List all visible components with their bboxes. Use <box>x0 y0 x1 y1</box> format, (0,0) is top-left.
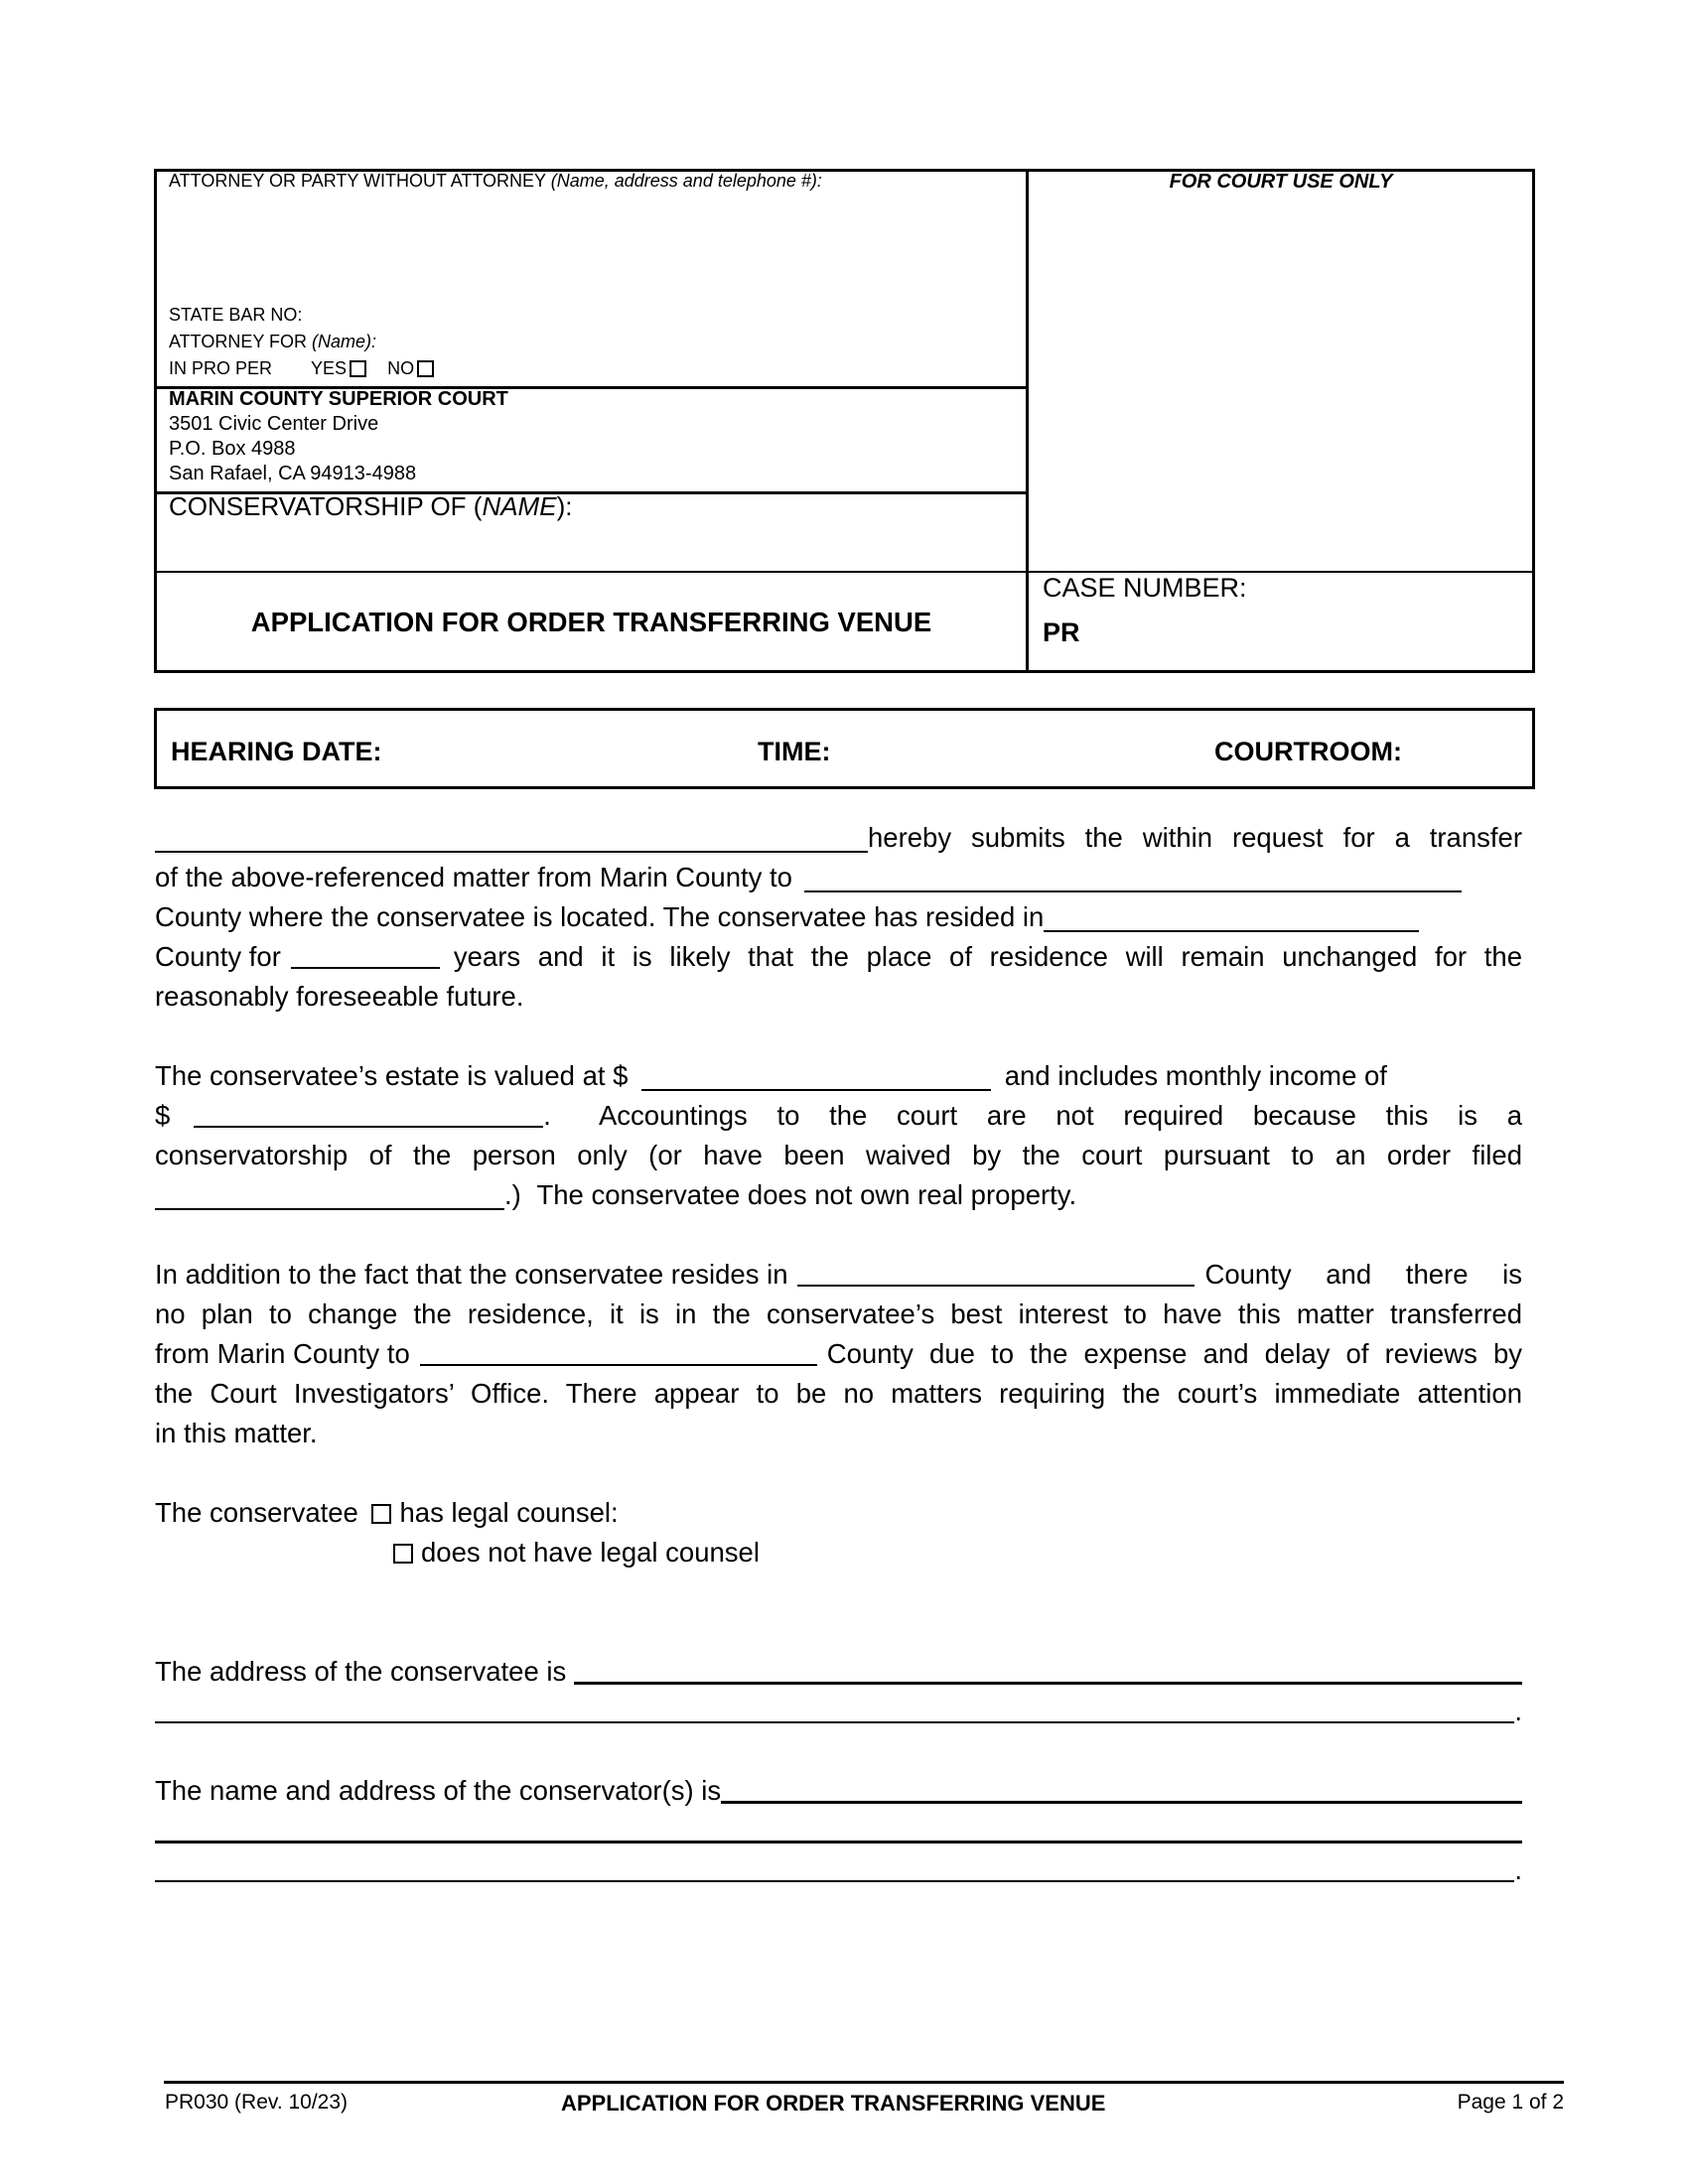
para1-text: of the above-referenced matter from Marin County to <box>155 862 792 892</box>
resides-county-field[interactable] <box>797 1255 1195 1287</box>
conservatee-name-field[interactable] <box>167 524 1021 568</box>
court-address-line: P.O. Box 4988 <box>169 438 296 460</box>
residence-county-field[interactable] <box>1044 900 1419 932</box>
caption-column-divider <box>1026 169 1029 673</box>
court-use-only-label: FOR COURT USE ONLY <box>1169 171 1393 193</box>
conservatee-address-field[interactable] <box>574 1652 1522 1685</box>
transfer-county-field[interactable] <box>804 861 1462 892</box>
court-name: MARIN COUNTY SUPERIOR COURT <box>169 388 508 410</box>
conservator-address-line1 <box>155 1771 1522 1811</box>
para1-text: County where the conservatee is located. The conservatee has resided in <box>155 901 1045 932</box>
form-id: PR030 (Rev. 10/23) <box>165 2091 349 2114</box>
in-pro-per-label: IN PRO PER <box>169 358 273 378</box>
counsel-line1 <box>155 1493 1522 1533</box>
para1-line4 <box>155 937 1522 977</box>
order-filed-date-field[interactable] <box>155 1178 504 1210</box>
conservatee-address-field-2[interactable] <box>155 1692 1514 1723</box>
counsel-line2 <box>393 1533 1188 1572</box>
conservatee-address-line2 <box>155 1692 1522 1731</box>
hearing-courtroom-label: COURTROOM: <box>1214 737 1402 766</box>
has-counsel-label: has legal counsel: <box>399 1497 619 1528</box>
para3-text: County due to the expense and delay of reviews by <box>826 1338 1522 1369</box>
court-address-line: San Rafael, CA 94913-4988 <box>169 463 417 484</box>
in-pro-per-row <box>169 355 434 382</box>
conservatorship-label <box>169 490 572 522</box>
para3-line2: no plan to change the residence, it is in the conservatee’s best interest to have this matter transferred <box>155 1298 1522 1329</box>
attorney-label-hint: (Name, address and telephone #): <box>550 171 822 191</box>
state-bar-label: STATE BAR NO: <box>169 305 303 325</box>
para2-line2 <box>155 1096 1522 1136</box>
para2-text: The conservatee’s estate is valued at $ <box>155 1060 629 1091</box>
transferee-county-field[interactable] <box>420 1334 817 1366</box>
counsel-lead: The conservatee <box>155 1497 358 1528</box>
attorney-info-field[interactable] <box>167 197 1021 296</box>
attorney-for-label <box>169 329 376 355</box>
para2-text: $ <box>155 1100 171 1131</box>
attorney-label-text: ATTORNEY OR PARTY WITHOUT ATTORNEY <box>169 171 546 191</box>
hearing-box <box>154 708 1535 789</box>
attorney-for-hint: (Name): <box>312 332 377 351</box>
no-label: NO <box>387 358 415 378</box>
para2-text: Accountings to the court are not required because this is a <box>598 1100 1522 1131</box>
has-counsel-checkbox[interactable] <box>371 1504 391 1524</box>
period: . <box>1514 1696 1522 1726</box>
para1-line2 <box>155 858 1522 897</box>
para1-line5: reasonably foreseeable future. <box>155 981 524 1012</box>
case-number-label: CASE NUMBER: <box>1043 573 1247 603</box>
para1-text: County for <box>155 941 281 972</box>
para3-text: In addition to the fact that the conservatee resides in <box>155 1259 788 1290</box>
hearing-date-label: HEARING DATE: <box>171 737 382 766</box>
para3-line4: the Court Investigators’ Office. There appear to be no matters requiring the court’s immediate attention <box>155 1378 1522 1409</box>
para2-text: . <box>543 1100 551 1131</box>
court-address-line: 3501 Civic Center Drive <box>169 413 379 435</box>
para1-line3 <box>155 897 1522 937</box>
para2-line1 <box>155 1056 1522 1096</box>
para1-text: hereby submits the within request for a transfer <box>868 822 1522 853</box>
para3-text: County and there is <box>1204 1259 1522 1290</box>
no-counsel-label: does not have legal counsel <box>421 1537 760 1568</box>
para2-text: and includes monthly income of <box>1004 1060 1387 1091</box>
conservator-address-field-2[interactable] <box>155 1811 1522 1843</box>
conservator-address-line3 <box>155 1850 1522 1890</box>
conservatorship-label-hint: NAME <box>482 491 557 521</box>
case-number-field[interactable] <box>1082 614 1519 653</box>
case-number-prefix: PR <box>1043 617 1080 647</box>
footer-rule <box>164 2081 1564 2084</box>
para1-text: years and it is likely that the place of residence will remain unchanged for the <box>453 941 1522 972</box>
footer-title: APPLICATION FOR ORDER TRANSFERRING VENUE <box>561 2091 1106 2116</box>
years-field[interactable] <box>291 937 440 969</box>
para3-line1 <box>155 1255 1522 1295</box>
estate-value-field[interactable] <box>641 1059 991 1091</box>
period: . <box>1514 1854 1522 1885</box>
para3-line5: in this matter. <box>155 1418 318 1448</box>
attorney-label <box>169 168 822 195</box>
yes-label: YES <box>311 358 348 378</box>
conservatorship-label-text: CONSERVATORSHIP OF ( <box>169 491 483 521</box>
conservator-address-line2 <box>155 1811 1522 1850</box>
no-counsel-checkbox[interactable] <box>393 1544 413 1564</box>
para3-line3 <box>155 1334 1522 1374</box>
applicant-name-field[interactable] <box>155 821 868 853</box>
attorney-for-text: ATTORNEY FOR <box>169 332 308 351</box>
state-bar-field[interactable] <box>318 302 1013 328</box>
conservator-address-label: The name and address of the conservator(s) is <box>155 1775 722 1806</box>
conservatee-address-label: The address of the conservatee is <box>155 1656 567 1687</box>
para2-line4 <box>155 1175 1522 1215</box>
page-number: Page 1 of 2 <box>1457 2091 1564 2114</box>
para2-line3: conservatorship of the person only (or have been waived by the court pursuant to an order filed <box>155 1140 1522 1170</box>
conservator-address-field[interactable] <box>721 1771 1522 1804</box>
hearing-time-label: TIME: <box>758 737 831 766</box>
conservatee-address-line1 <box>155 1652 1522 1692</box>
para3-text: from Marin County to <box>155 1338 410 1369</box>
form-title: APPLICATION FOR ORDER TRANSFERRING VENUE <box>250 607 932 637</box>
para2-text: .) <box>504 1179 521 1210</box>
para2-text: The conservatee does not own real property. <box>536 1179 1077 1210</box>
conservatorship-label-end: ): <box>556 491 573 521</box>
para1-line1 <box>155 818 1522 858</box>
monthly-income-field[interactable] <box>194 1096 543 1128</box>
in-pro-per-yes-checkbox[interactable] <box>350 360 366 377</box>
in-pro-per-no-checkbox[interactable] <box>417 360 434 377</box>
conservator-address-field-3[interactable] <box>155 1850 1514 1882</box>
